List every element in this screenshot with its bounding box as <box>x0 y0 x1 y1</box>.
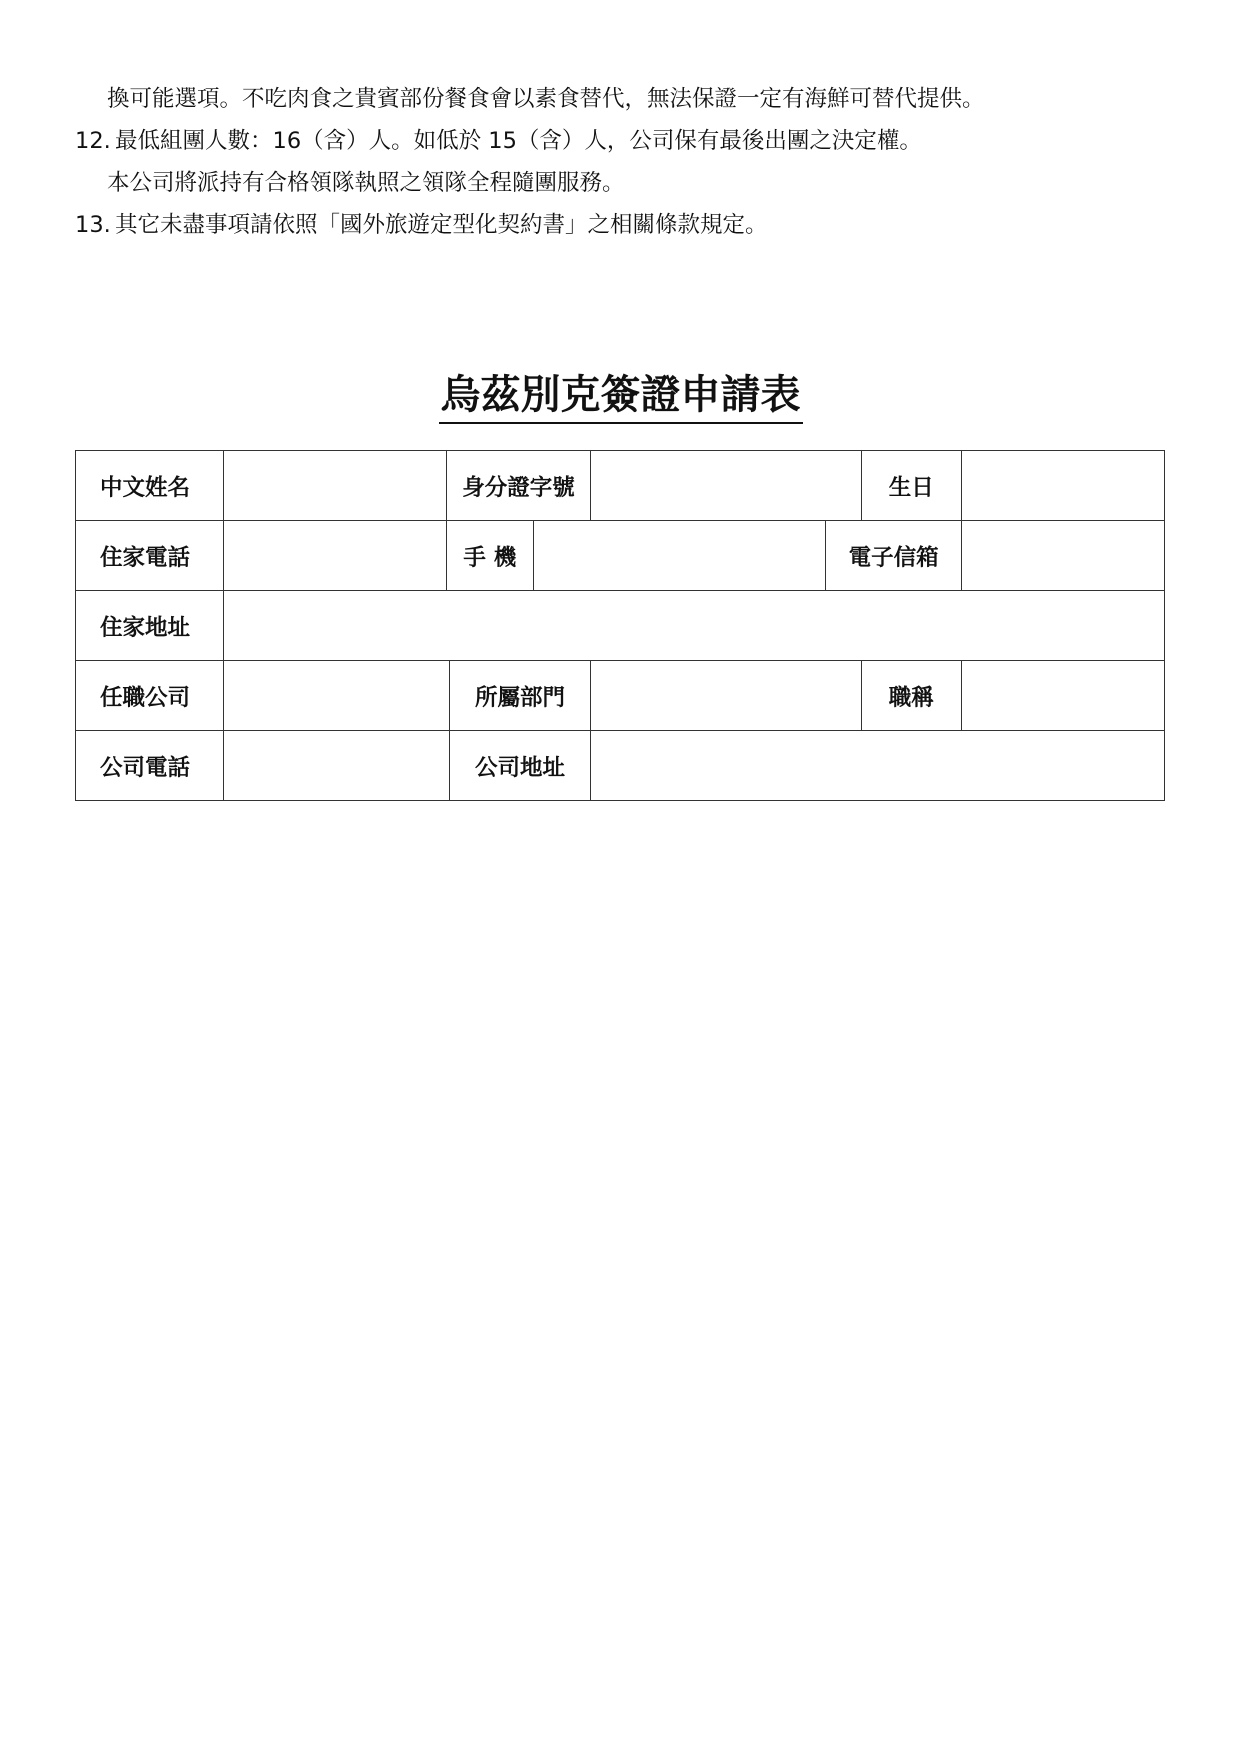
note-line: 本公司將派持有合格領隊執照之領隊全程隨團服務。 <box>107 170 625 196</box>
home-phone-field[interactable] <box>223 521 446 591</box>
department-field[interactable] <box>591 661 861 731</box>
form-row <box>76 731 1165 801</box>
email-label: 電子信箱 <box>826 521 962 591</box>
home-address-field[interactable] <box>223 591 1164 661</box>
company-address-field[interactable] <box>591 731 1165 801</box>
form-row <box>76 521 1165 591</box>
note-item-text: 最低組團人數：16（含）人。如低於 15（含）人，公司保有最後出團之決定權。 <box>115 128 922 154</box>
id-number-field[interactable] <box>591 451 861 521</box>
mobile-label: 手 機 <box>446 521 533 591</box>
form-title: 烏茲別克簽證申請表 <box>439 370 803 424</box>
birthday-label: 生日 <box>861 451 961 521</box>
home-address-label: 住家地址 <box>76 591 224 661</box>
form-row <box>76 451 1165 521</box>
job-title-field[interactable] <box>962 661 1165 731</box>
home-phone-label: 住家電話 <box>76 521 224 591</box>
company-phone-label: 公司電話 <box>76 731 224 801</box>
visa-application-form <box>75 450 1165 801</box>
email-field[interactable] <box>962 521 1165 591</box>
chinese-name-label: 中文姓名 <box>76 451 224 521</box>
company-phone-field[interactable] <box>223 731 449 801</box>
birthday-field[interactable] <box>962 451 1165 521</box>
note-item-number: 12. <box>75 128 111 154</box>
note-item-13 <box>75 204 985 246</box>
note-line: 換可能選項。不吃肉食之貴賓部份餐食會以素食替代，無法保證一定有海鮮可替代提供。 <box>107 86 985 112</box>
id-number-label: 身分證字號 <box>446 451 591 521</box>
note-item-number: 13. <box>75 212 111 238</box>
form-row <box>76 661 1165 731</box>
company-label: 任職公司 <box>76 661 224 731</box>
company-field[interactable] <box>223 661 449 731</box>
company-address-label: 公司地址 <box>449 731 591 801</box>
note-item-text: 其它未盡事項請依照「國外旅遊定型化契約書」之相關條款規定。 <box>115 212 768 238</box>
department-label: 所屬部門 <box>449 661 591 731</box>
form-title-wrapper <box>0 370 1241 424</box>
mobile-field[interactable] <box>534 521 826 591</box>
chinese-name-field[interactable] <box>223 451 446 521</box>
form-row <box>76 591 1165 661</box>
terms-notes <box>75 78 985 246</box>
job-title-label: 職稱 <box>861 661 961 731</box>
note-item-12 <box>75 120 985 162</box>
